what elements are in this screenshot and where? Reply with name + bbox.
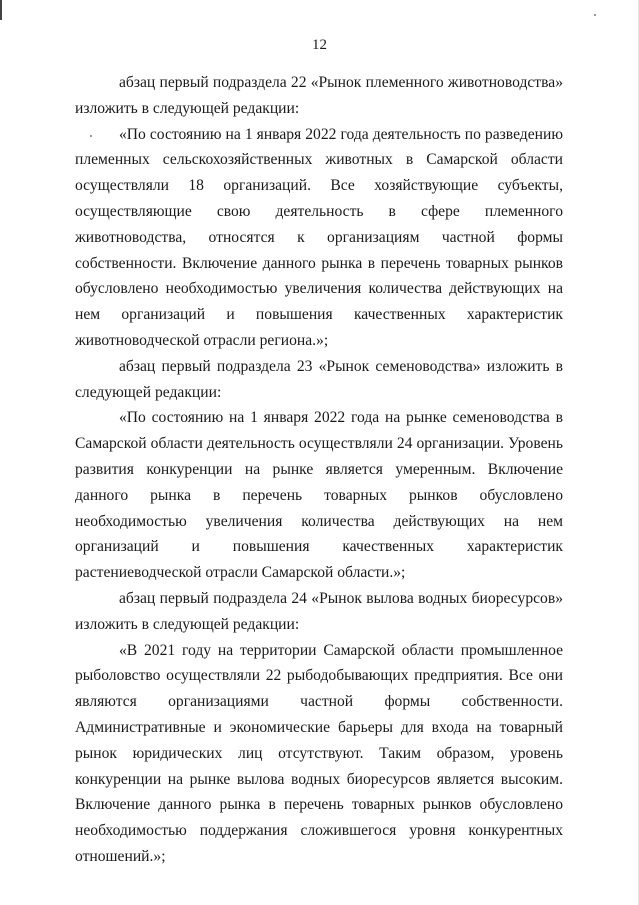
paragraph: абзац первый подраздела 22 «Рынок племенного животноводства» изложить в следующей редакции: bbox=[75, 74, 563, 117]
paragraph: «По состоянию на 1 января 2022 года на рынке семеноводства в Самарской области деятельность осуществляли 24 организации. Уровень развития конкуренции на рынке является умеренным. Включение данного рынка в перечень товарных рынков обусловлено необходимостью увеличения количества действующих на нем организаций и повышения качественных характеристик растениеводческой отрасли Самарской области.»; bbox=[75, 409, 563, 582]
scan-dot bbox=[594, 14, 596, 16]
paragraph: абзац первый подраздела 23 «Рынок семеноводства» изложить в следующей редакции: bbox=[75, 357, 563, 401]
scan-edge-mark bbox=[0, 0, 2, 20]
paragraph: абзац первый подраздела 24 «Рынок вылова водных биоресурсов» изложить в следующей редакции: bbox=[75, 589, 563, 633]
document-body bbox=[75, 70, 563, 870]
paragraph: «В 2021 году на территории Самарской области промышленное рыболовство осуществляли 22 рыбодобывающих предприятия. Все они являются организациями частной формы собственности. Административные и экономические барьеры для входа на товарный рынок юридических лиц отсутствуют. Таким образом, уровень конкуренции на рынке вылова водных биоресурсов является высоким. Включение данного рынка в перечень товарных рынков обусловлено необходимостью поддержания сложившегося уровня конкурентных отношений.»; bbox=[75, 641, 563, 865]
paragraph: «По состоянию на 1 января 2022 года деятельность по разведению племенных сельскохозяйственных животных в Самарской области осуществляли 18 организаций. Все хозяйствующие субъекты, осуществляющие свою деятельность в сфере племенного животноводства, относятся к организациям частной формы собственности. Включение данного рынка в перечень товарных рынков обусловлено необходимостью увеличения количества действующих на нем организаций и повышения качественных характеристик животноводческой отрасли региона.»; bbox=[75, 125, 563, 349]
page-number: 12 bbox=[312, 37, 327, 53]
